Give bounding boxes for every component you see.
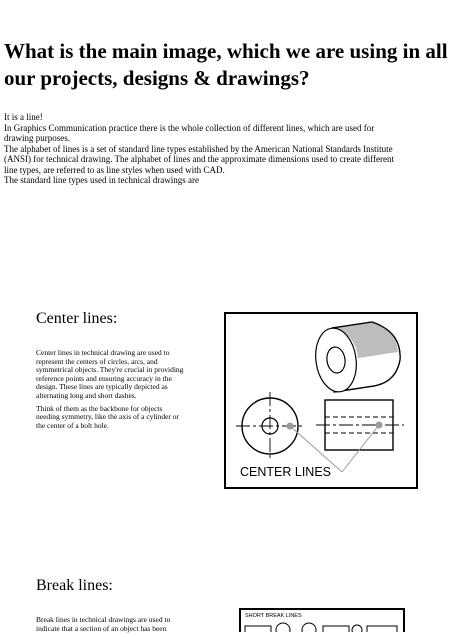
center-lines-figure [224,312,418,489]
intro-line: The alphabet of lines is a set of standard line types established by the American National Standards Institute (ANSI) for technical drawing. The alphabet of lines and the approximate dimensions used to create different line types, are referred to as line styles when used with CAD. [4,143,395,175]
intro-text [4,112,404,186]
intro-line: It is a line! [4,112,43,122]
break-lines-drawing [239,608,405,632]
center-lines-paragraph: Think of them as the backbone for objects needing symmetry, like the axis of a cylinder or the center of a bolt hole. [36,403,180,430]
center-lines-description [36,349,184,434]
break-lines-paragraph: Break lines in technical drawings are used to indicate that a section of an object has been [36,615,171,633]
break-lines-description [36,616,184,637]
center-lines-paragraph: Center lines in technical drawing are used to represent the centers of circles, arcs, and symmetrical objects. They're crucial in providing reference points and ensuring accuracy in the design. These lines are typically depicted as alternating long and short dashes. [36,348,184,400]
center-lines-heading: Center lines: [36,310,118,327]
center-lines-drawing [224,312,418,489]
intro-line: The standard line types used in technical drawings are [4,175,199,185]
break-lines-figure-label: SHORT BREAK LINES [245,613,302,619]
break-lines-figure [239,608,405,632]
center-lines-figure-label: CENTER LINES [240,465,331,479]
break-lines-heading: Break lines: [36,577,113,594]
intro-line: In Graphics Communication practice there is the whole collection of different lines, which are used for drawing purposes. [4,122,375,143]
page-title: What is the main image, which we are using in all our projects, designs & drawings? [4,39,448,90]
